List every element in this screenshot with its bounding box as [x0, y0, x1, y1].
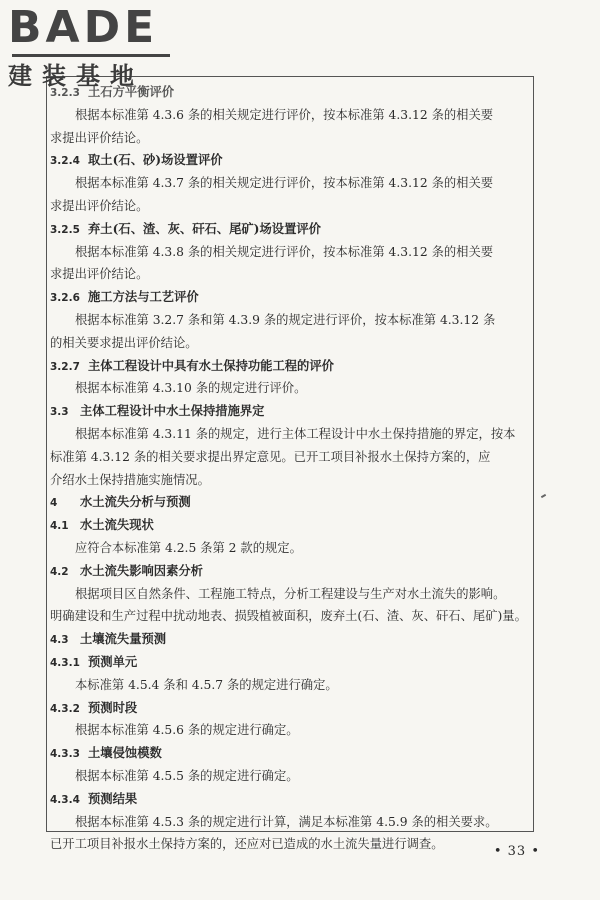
- paragraph-line: 根据本标准第 4.3.7 条的相关规定进行评价，按本标准第 4.3.12 条的相关要: [75, 176, 494, 191]
- section-title: 主体工程设计中具有水土保持功能工程的评价: [88, 357, 334, 373]
- section-title: 预测结果: [88, 790, 138, 806]
- section-number: 3.2.6: [50, 292, 80, 305]
- section-number: 3.2.7: [50, 360, 80, 373]
- paragraph-line: 根据本标准第 4.5.5 条的规定进行确定。: [75, 768, 299, 783]
- section-number: 3.2.3: [50, 87, 80, 99]
- section-title: 土石方平衡评价: [88, 84, 175, 99]
- section-number: 3.2.5: [50, 223, 80, 236]
- paragraph-line: 根据本标准第 4.3.6 条的相关规定进行评价，按本标准第 4.3.12 条的相关要: [75, 107, 494, 122]
- paragraph-line: 根据本标准第 4.3.10 条的规定进行评价。: [75, 381, 307, 396]
- section-title: 弃土(石、渣、灰、矸石、尾矿)场设置评价: [88, 220, 321, 236]
- paragraph-continuation: 介绍水土保持措施实施情况。: [50, 472, 210, 487]
- paragraph-continuation: 已开工项目补报水土保持方案的，还应对已造成的水土流失量进行调查。: [50, 837, 444, 852]
- section-heading: [50, 697, 530, 720]
- logo-chinese-text: 建装基地: [8, 62, 144, 90]
- paragraph-line: 应符合本标准第 4.2.5 条第 2 款的规定。: [75, 540, 302, 555]
- section-title: 预测时段: [88, 699, 138, 715]
- paragraph-continuation: 的相关要求提出评价结论。: [50, 335, 198, 350]
- section-title: 土壤流失量预测: [80, 631, 167, 647]
- section-number: 4.3.4: [50, 793, 80, 806]
- paragraph-line: 根据项目区自然条件、工程施工特点，分析工程建设与生产对水土流失的影响。: [75, 586, 506, 601]
- document-body: [50, 81, 530, 856]
- section-heading: [50, 355, 530, 378]
- section-number: 3.3: [50, 406, 69, 419]
- section-number: 4.3.3: [50, 748, 80, 761]
- paragraph-line: 本标准第 4.5.4 条和 4.5.7 条的规定进行确定。: [75, 677, 338, 692]
- paragraph-line: 根据本标准第 4.3.11 条的规定，进行主体工程设计中水土保持措施的界定，按本: [75, 426, 516, 441]
- scan-speck: [541, 494, 546, 498]
- section-heading: [50, 491, 530, 514]
- page-number: • 33 •: [493, 844, 540, 859]
- paragraph-continuation: 明确建设和生产过程中扰动地表、损毁植被面积，废弃土(石、渣、灰、矸石、尾矿)量。: [50, 609, 527, 624]
- section-heading: [50, 149, 530, 172]
- paragraph-continuation: 求提出评价结论。: [50, 198, 149, 213]
- logo-wordmark: BADE: [8, 2, 159, 53]
- section-heading: [50, 400, 530, 423]
- section-number: 4.1: [50, 520, 69, 533]
- section-title: 主体工程设计中水土保持措施界定: [80, 403, 265, 419]
- section-title: 土壤侵蚀模数: [88, 745, 162, 761]
- section-heading: [50, 514, 530, 537]
- section-title: 水土流失影响因素分析: [80, 562, 203, 578]
- section-heading: [50, 560, 530, 583]
- paragraph-continuation: 标准第 4.3.12 条的相关要求提出界定意见。已开工项目补报水土保持方案的，应: [50, 449, 491, 464]
- site-logo: [8, 4, 193, 96]
- section-heading: [50, 788, 530, 811]
- section-heading: [50, 286, 530, 309]
- section-heading: [50, 628, 530, 651]
- section-heading: [50, 742, 530, 765]
- section-title: 施工方法与工艺评价: [88, 289, 199, 305]
- paragraph-line: 根据本标准第 4.5.6 条的规定进行确定。: [75, 723, 299, 738]
- section-title: 预测单元: [88, 653, 138, 669]
- section-heading: [50, 651, 530, 674]
- logo-underline: [12, 54, 170, 57]
- section-number: 4.2: [50, 565, 69, 578]
- section-heading: [50, 218, 530, 241]
- paragraph-line: 根据本标准第 4.3.8 条的相关规定进行评价，按本标准第 4.3.12 条的相关要: [75, 244, 494, 259]
- section-title: 水土流失分析与预测: [80, 494, 191, 510]
- paragraph-line: 根据本标准第 4.5.3 条的规定进行计算，满足本标准第 4.5.9 条的相关要求。: [75, 814, 498, 829]
- paragraph-continuation: 求提出评价结论。: [50, 267, 149, 282]
- section-title: 取土(石、砂)场设置评价: [88, 152, 223, 168]
- section-number: 4.3: [50, 634, 69, 647]
- section-number: 4.3.2: [50, 702, 80, 715]
- paragraph-line: 根据本标准第 3.2.7 条和第 4.3.9 条的规定进行评价，按本标准第 4.3.12 条: [75, 312, 496, 327]
- section-number: 4: [50, 497, 58, 510]
- paragraph-continuation: 求提出评价结论。: [50, 130, 149, 145]
- section-title: 水土流失现状: [80, 517, 154, 533]
- section-number: 4.3.1: [50, 656, 80, 669]
- section-number: 3.2.4: [50, 155, 80, 168]
